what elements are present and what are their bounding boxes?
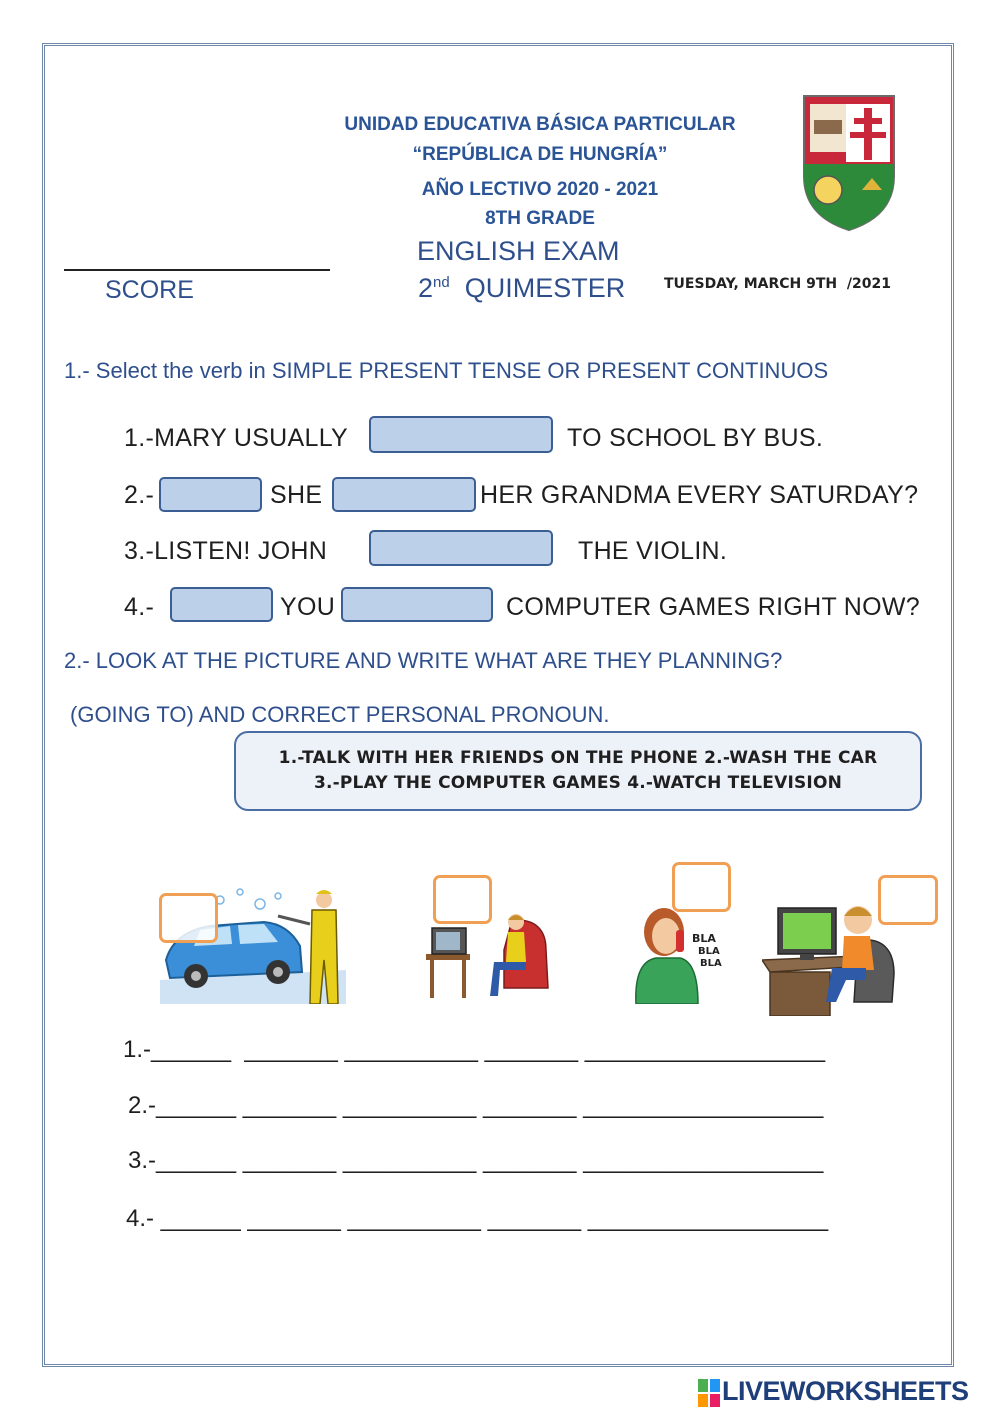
answer-box-carwash[interactable] — [159, 893, 218, 943]
quimester-text: QUIMESTER — [464, 273, 626, 303]
quimester-label — [418, 273, 625, 304]
school-crest-icon — [802, 94, 896, 232]
liveworksheets-brand: LIVEWORKSHEETS — [722, 1376, 969, 1406]
section2-instruction-2: (GOING TO) AND CORRECT PERSONAL PRONOUN. — [70, 702, 610, 727]
q2-answer-box-2[interactable] — [332, 477, 476, 512]
q2-answer-box-1[interactable] — [159, 477, 262, 512]
word-bank-line-1: 1.-TALK WITH HER FRIENDS ON THE PHONE 2.-WASH THE CAR — [278, 748, 878, 768]
score-line — [64, 269, 330, 271]
section2-instruction-1: 2.- LOOK AT THE PICTURE AND WRITE WHAT ARE THEY PLANNING? — [64, 648, 783, 673]
answer-line-1[interactable]: 1.-______ _______ __________ _______ __________________ — [123, 1036, 826, 1063]
school-year: AÑO LECTIVO 2020 - 2021 — [421, 179, 659, 200]
q2-text-end: HER GRANDMA EVERY SATURDAY? — [480, 481, 919, 509]
liveworksheets-logo-icon — [698, 1378, 720, 1408]
quimester-suffix: nd — [433, 274, 450, 291]
exam-title: ENGLISH EXAM — [417, 236, 620, 266]
q4-text-mid: YOU — [280, 593, 336, 621]
q2-text-mid: SHE — [270, 481, 323, 509]
q3-text-start: 3.-LISTEN! JOHN — [124, 537, 328, 565]
q1-text-end: TO SCHOOL BY BUS. — [567, 424, 824, 452]
q3-answer-box[interactable] — [369, 530, 553, 566]
q2-text-start: 2.- — [124, 481, 155, 509]
answer-line-4[interactable]: 4.- ______ _______ __________ _______ __________________ — [126, 1205, 829, 1232]
section1-instruction: 1.- Select the verb in SIMPLE PRESENT TENSE OR PRESENT CONTINUOS — [64, 358, 829, 383]
answer-line-2[interactable]: 2.-______ _______ __________ _______ __________________ — [128, 1092, 824, 1119]
phone-call-picture — [628, 900, 732, 1004]
answer-box-tv[interactable] — [433, 875, 492, 924]
q4-answer-box-2[interactable] — [341, 587, 493, 622]
word-bank-line-2: 3.-PLAY THE COMPUTER GAMES 4.-WATCH TELEVISION — [313, 773, 843, 793]
quimester-number: 2 — [418, 273, 434, 303]
answer-line-3[interactable]: 3.-______ _______ __________ _______ __________________ — [128, 1147, 824, 1174]
grade-label: 8TH GRADE — [485, 208, 595, 229]
q4-answer-box-1[interactable] — [170, 587, 273, 622]
bubble-text-3: BLA — [700, 958, 722, 969]
q3-text-end: THE VIOLIN. — [578, 537, 728, 565]
answer-box-computer[interactable] — [878, 875, 938, 925]
bubble-text-1: BLA — [692, 932, 716, 945]
answer-box-phone[interactable] — [672, 862, 731, 912]
q1-text-start: 1.-MARY USUALLY — [124, 424, 349, 452]
q4-text-start: 4.- — [124, 593, 155, 621]
bubble-text-2: BLA — [698, 946, 720, 957]
q1-answer-box[interactable] — [369, 416, 553, 453]
q4-text-end: COMPUTER GAMES RIGHT NOW? — [506, 593, 921, 621]
school-name: UNIDAD EDUCATIVA BÁSICA PARTICULAR — [344, 114, 736, 135]
score-label: SCORE — [105, 276, 194, 304]
word-bank — [234, 731, 922, 811]
exam-date: TUESDAY, MARCH 9TH /2021 — [664, 276, 891, 292]
school-subtitle: “REPÚBLICA DE HUNGRÍA” — [412, 144, 668, 165]
